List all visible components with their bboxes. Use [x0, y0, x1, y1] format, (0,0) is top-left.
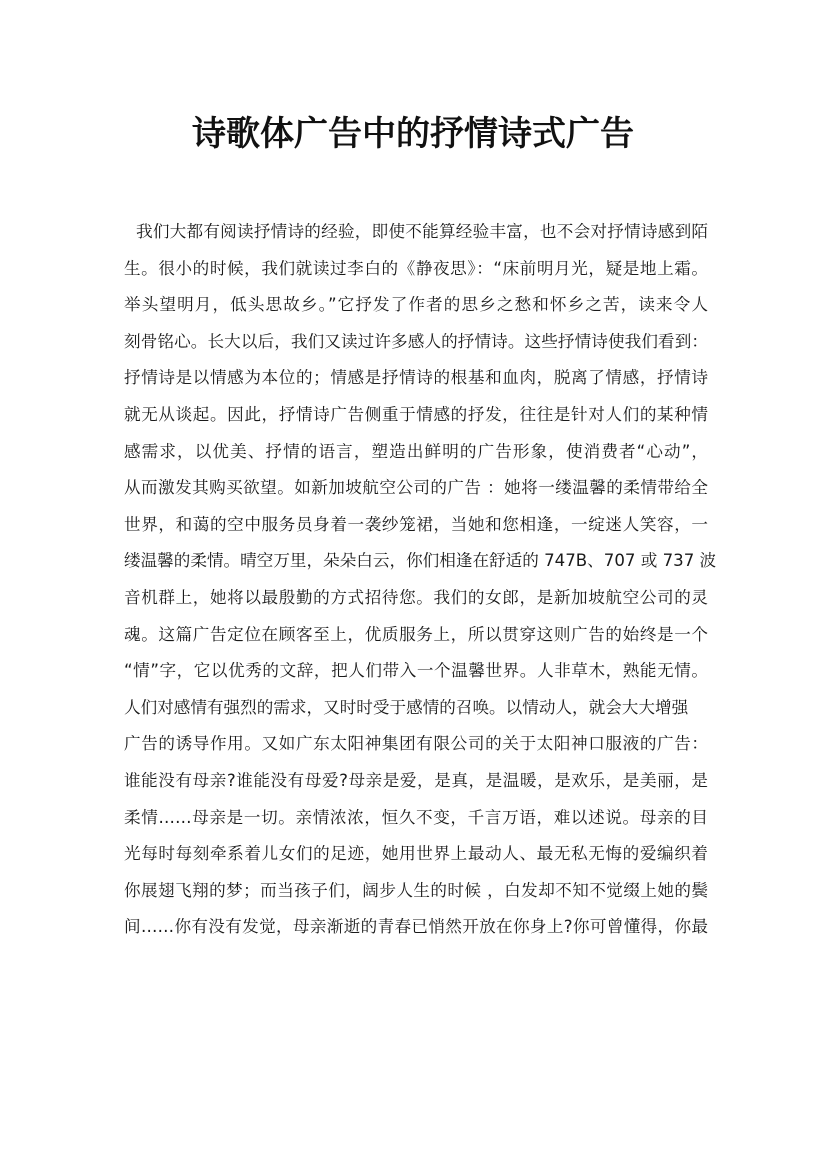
- text-line: 生。很小的时候，我们就读过李白的《静夜思》：“床前明月光，疑是地上霜。: [124, 258, 708, 278]
- text-line: 缕温馨的柔情。晴空万里，朵朵白云，你们相逢在舒适的 747B、707 或 737 波: [124, 551, 717, 571]
- text-line: 音机群上，她将以最殷勤的方式招待您。我们的女郎，是新加坡航空公司的灵: [124, 587, 708, 607]
- text-line: 世界，和蔼的空中服务员身着一袭纱笼裙，当她和您相逢，一绽迷人笑容，一: [124, 514, 708, 534]
- text-line: 抒情诗是以情感为本位的；情感是抒情诗的根基和血肉，脱离了情感，抒情诗: [124, 368, 708, 388]
- text-line: 谁能没有母亲?谁能没有母爱?母亲是爱，是真，是温暖，是欢乐，是美丽，是: [124, 770, 708, 790]
- text-line: 刻骨铭心。长大以后，我们又读过许多感人的抒情诗。这些抒情诗使我们看到：: [124, 331, 708, 351]
- text-line: 就无从谈起。因此，抒情诗广告侧重于情感的抒发，往往是针对人们的某种情: [124, 404, 708, 424]
- text-line: 光每时每刻牵系着儿女们的足迹，她用世界上最动人、最无私无悔的爱编织着: [124, 844, 708, 864]
- document-title: 诗歌体广告中的抒情诗式广告: [192, 114, 634, 154]
- text-line: “情”字，它以优秀的文辞，把人们带入一个温馨世界。人非草木，熟能无情。: [124, 661, 708, 681]
- text-line: 你展翅飞翔的梦；而当孩子们，阔步人生的时候 ，白发却不知不觉缀上她的鬓: [124, 880, 708, 900]
- text-line: 我们大都有阅读抒情诗的经验，即使不能算经验丰富，也不会对抒情诗感到陌: [136, 222, 708, 241]
- document-body: [124, 218, 717, 950]
- text-line: 人们对感情有强烈的需求，又时时受于感情的召唤。以情动人，就会大大增强: [124, 697, 689, 717]
- text-line: 柔情……母亲是一切。亲情浓浓，恒久不变，千言万语，难以述说。母亲的目: [124, 807, 708, 827]
- text-line: 魂。这篇广告定位在顾客至上，优质服务上，所以贯穿这则广告的始终是一个: [124, 624, 708, 644]
- text-line: 广告的诱导作用。又如广东太阳神集团有限公司的关于太阳神口服液的广告：: [124, 734, 708, 754]
- text-line: 感需求，以优美、抒情的语言，塑造出鲜明的广告形象，使消费者“心动”，: [124, 441, 708, 461]
- text-line: 举头望明月，低头思故乡。”它抒发了作者的思乡之愁和怀乡之苦，读来令人: [124, 295, 708, 315]
- text-line: 从而激发其购买欲望。如新加坡航空公司的广告 ：她将一缕温馨的柔情带给全: [124, 478, 708, 498]
- text-line: 间……你有没有发觉，母亲渐逝的青春已悄然开放在你身上?你可曾懂得，你最: [124, 917, 708, 937]
